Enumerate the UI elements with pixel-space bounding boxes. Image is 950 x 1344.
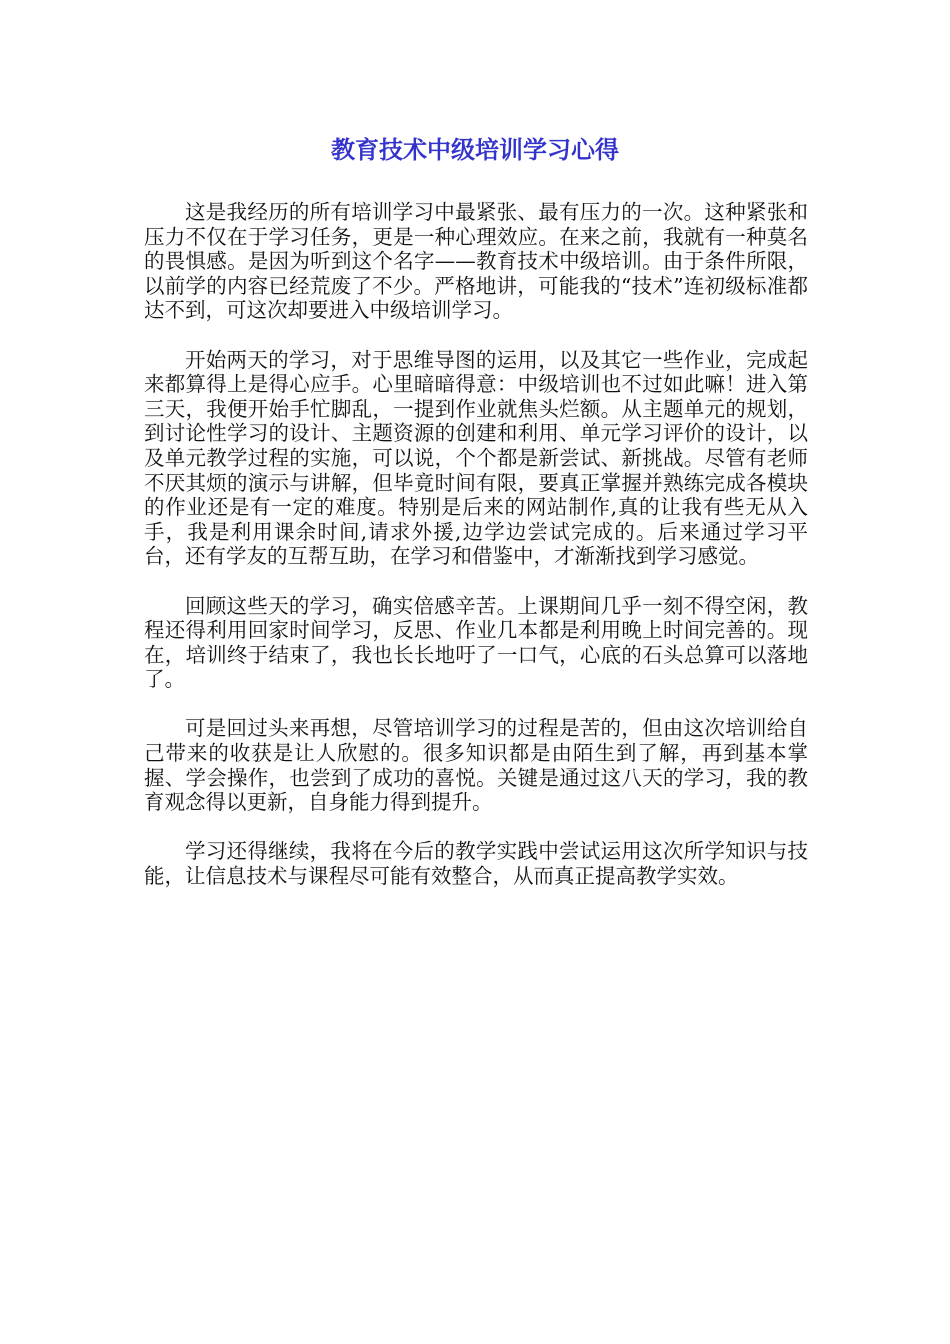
document-body xyxy=(144,200,808,913)
paragraph-1: 这是我经历的所有培训学习中最紧张、最有压力的一次。这种紧张和压力不仅在于学习任务，更是一种心理效应。在来之前，我就有一种莫名的畏惧感。是因为听到这个名字——教育技术中级培训。由于条件所限，以前学的内容已经荒废了不少。严格地讲，可能我的“技术”连初级标准都达不到，可这次却要进入中级培训学习。 xyxy=(144,200,808,323)
paragraph-4: 可是回过头来再想，尽管培训学习的过程是苦的，但由这次培训给自己带来的收获是让人欣慰的。很多知识都是由陌生到了解，再到基本掌握、学会操作，也尝到了成功的喜悦。关键是通过这八天的学习，我的教育观念得以更新，自身能力得到提升。 xyxy=(144,716,808,815)
document-title: 教育技术中级培训学习心得 xyxy=(331,136,619,164)
paragraph-2: 开始两天的学习，对于思维导图的运用，以及其它一些作业，完成起来都算得上是得心应手。心里暗暗得意：中级培训也不过如此嘛！进入第三天，我便开始手忙脚乱，一提到作业就焦头烂额。从主题单元的规划，到讨论性学习的设计、主题资源的创建和利用、单元学习评价的设计，以及单元教学过程的实施，可以说，个个都是新尝试、新挑战。尽管有老师不厌其烦的演示与讲解，但毕竟时间有限，要真正掌握并熟练完成各模块的作业还是有一定的难度。特别是后来的网站制作,真的让我有些无从入手，我是利用课余时间,请求外援,边学边尝试完成的。后来通过学习平台，还有学友的互帮互助，在学习和借鉴中，才渐渐找到学习感觉。 xyxy=(144,347,808,569)
paragraph-5: 学习还得继续，我将在今后的教学实践中尝试运用这次所学知识与技能，让信息技术与课程尽可能有效整合，从而真正提高教学实效。 xyxy=(144,839,808,889)
paragraph-3: 回顾这些天的学习，确实倍感辛苦。上课期间几乎一刻不得空闲，教程还得利用回家时间学习，反思、作业几本都是利用晚上时间完善的。现在，培训终于结束了，我也长长地吁了一口气，心底的石头总算可以落地了。 xyxy=(144,593,808,692)
